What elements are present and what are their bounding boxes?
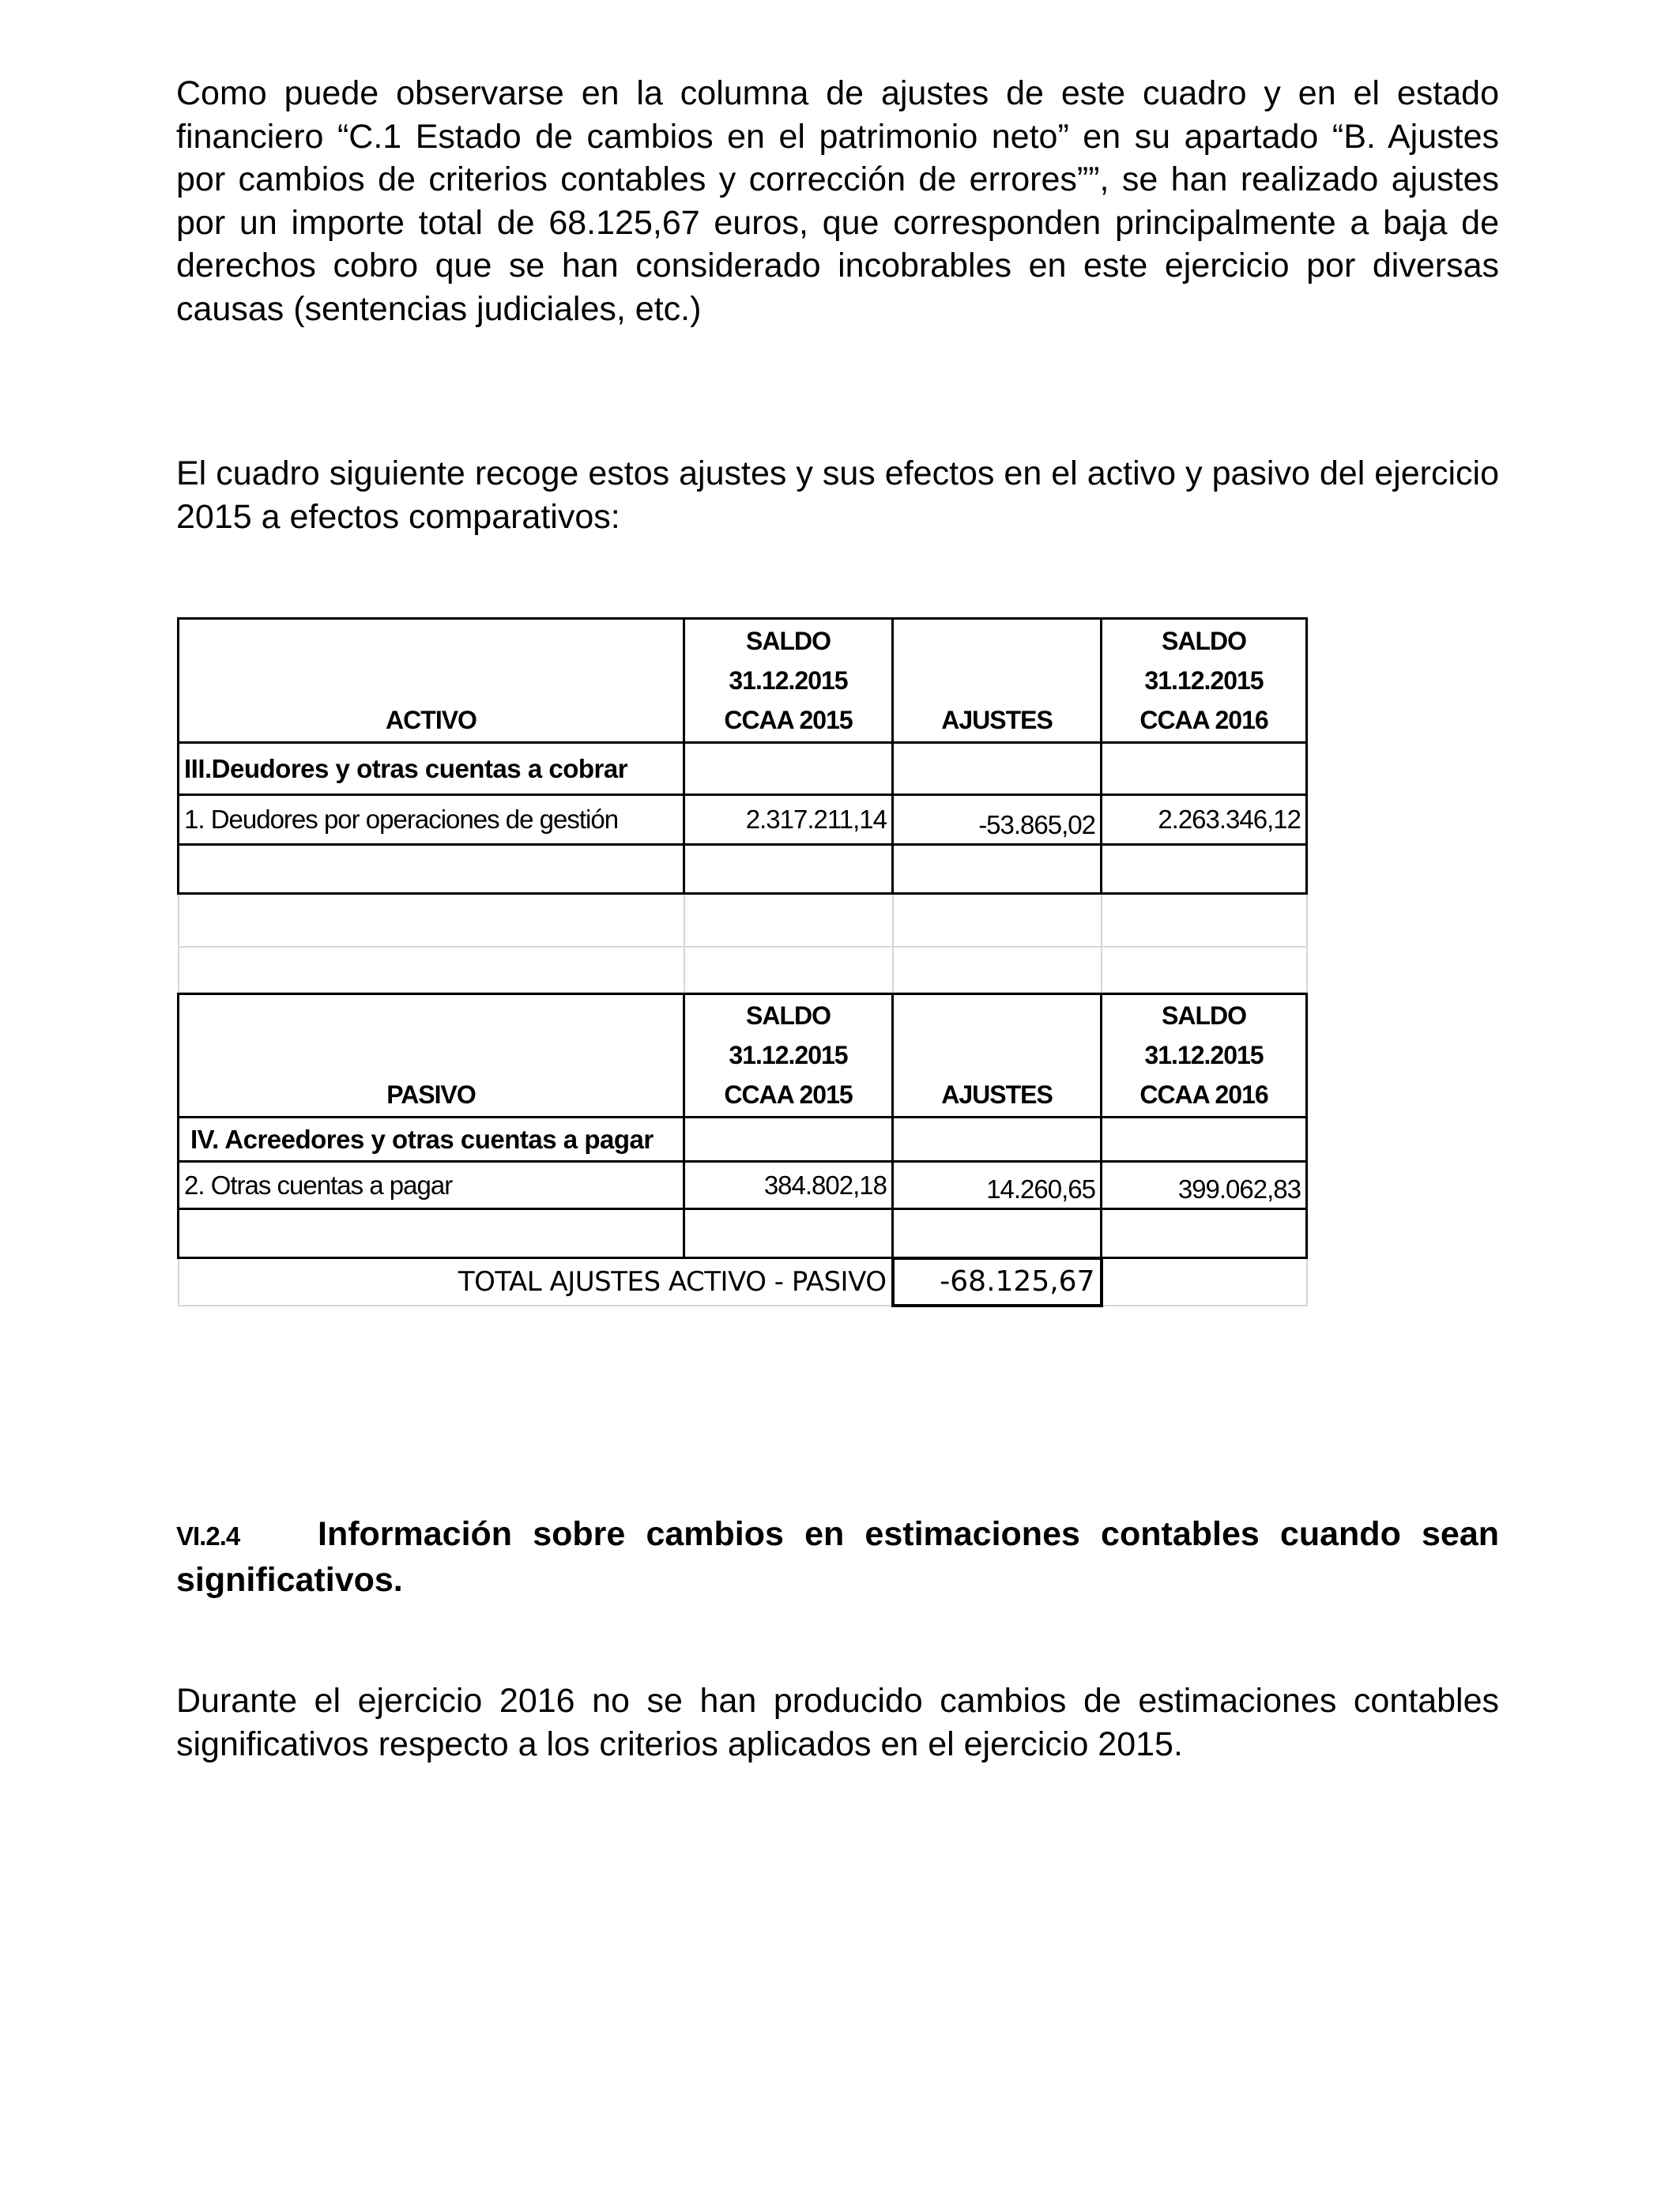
spacer-row [179, 894, 1307, 947]
pasivo-header-ajustes: AJUSTES [893, 994, 1102, 1118]
empty-cell [684, 743, 893, 795]
header-line: 31.12.2015 [1144, 666, 1264, 695]
header-line: 31.12.2015 [729, 1041, 848, 1069]
intro-paragraph: Como puede observarse en la columna de ajustes de este cuadro y en el estado financiero “C.1 Estado de cambios en el patrimonio neto” en su apartado “B. Ajustes por cambios de criterios contables y corrección de errores””, se han realizado ajustes por un importe total de 68.125,67 euros, que corresponden principalmente a baja de derechos cobro que se han considerado incobrables en este ejercicio por diversas causas (sentencias judiciales, etc.) [176, 74, 1499, 328]
activo-header-saldo-2016 [1102, 619, 1307, 743]
header-line: CCAA 2015 [724, 706, 853, 734]
pasivo-header-saldo-2015 [684, 994, 893, 1118]
activo-section-label: III.Deudores y otras cuentas a cobrar [179, 743, 684, 795]
pasivo-table [177, 993, 1308, 1307]
saldo-2015-value: 384.802,18 [684, 1162, 893, 1209]
activo-header-saldo-2015 [684, 619, 893, 743]
table-row [179, 1162, 1307, 1209]
pasivo-header-row [179, 994, 1307, 1118]
pasivo-header-label: PASIVO [179, 994, 684, 1118]
table-row [179, 795, 1307, 845]
empty-cell [1102, 1118, 1307, 1162]
activo-table [177, 617, 1308, 993]
total-row [179, 1258, 1307, 1306]
section-number: VI.2.4 [176, 1521, 240, 1551]
header-line: SALDO [1162, 627, 1246, 655]
ajustes-value: 14.260,65 [893, 1162, 1102, 1209]
activo-header-label: ACTIVO [179, 619, 684, 743]
section-heading [176, 1513, 1499, 1601]
empty-cell [684, 1118, 893, 1162]
header-line: 31.12.2015 [729, 666, 848, 695]
empty-cell [893, 1118, 1102, 1162]
pasivo-header-saldo-2016 [1102, 994, 1307, 1118]
activo-header-ajustes: AJUSTES [893, 619, 1102, 743]
closing-paragraph: Durante el ejercicio 2016 no se han producido cambios de estimaciones contables significativos respecto a los criterios aplicados en el ejercicio 2015. [176, 1682, 1499, 1763]
activo-section-row [179, 743, 1307, 795]
row-label: 2. Otras cuentas a pagar [179, 1162, 684, 1209]
saldo-2016-value: 399.062,83 [1102, 1162, 1307, 1209]
empty-cell [893, 743, 1102, 795]
empty-cell [1102, 743, 1307, 795]
row-label: 1. Deudores por operaciones de gestión [179, 795, 684, 845]
section-title: Información sobre cambios en estimaciones contables cuando sean significativos. [176, 1515, 1499, 1599]
total-value: -68.125,67 [893, 1258, 1102, 1306]
header-line: SALDO [746, 1001, 831, 1030]
empty-row [179, 845, 1307, 894]
header-line: CCAA 2016 [1139, 1080, 1268, 1109]
ajustes-value: -53.865,02 [893, 795, 1102, 845]
spacer-row [179, 947, 1307, 993]
header-line: SALDO [746, 627, 831, 655]
header-line: CCAA 2016 [1139, 706, 1268, 734]
empty-row [179, 1209, 1307, 1258]
header-line: 31.12.2015 [1144, 1041, 1264, 1069]
activo-header-row [179, 619, 1307, 743]
table-intro-paragraph: El cuadro siguiente recoge estos ajustes y sus efectos en el activo y pasivo del ejercicio 2015 a efectos comparativos: [176, 454, 1499, 536]
saldo-2015-value: 2.317.211,14 [684, 795, 893, 845]
header-line: CCAA 2015 [724, 1080, 853, 1109]
pasivo-section-row [179, 1118, 1307, 1162]
saldo-2016-value: 2.263.346,12 [1102, 795, 1307, 845]
empty-cell [1102, 1258, 1307, 1306]
pasivo-section-label: IV. Acreedores y otras cuentas a pagar [179, 1118, 684, 1162]
total-label: TOTAL AJUSTES ACTIVO - PASIVO [179, 1258, 893, 1306]
header-line: SALDO [1162, 1001, 1246, 1030]
